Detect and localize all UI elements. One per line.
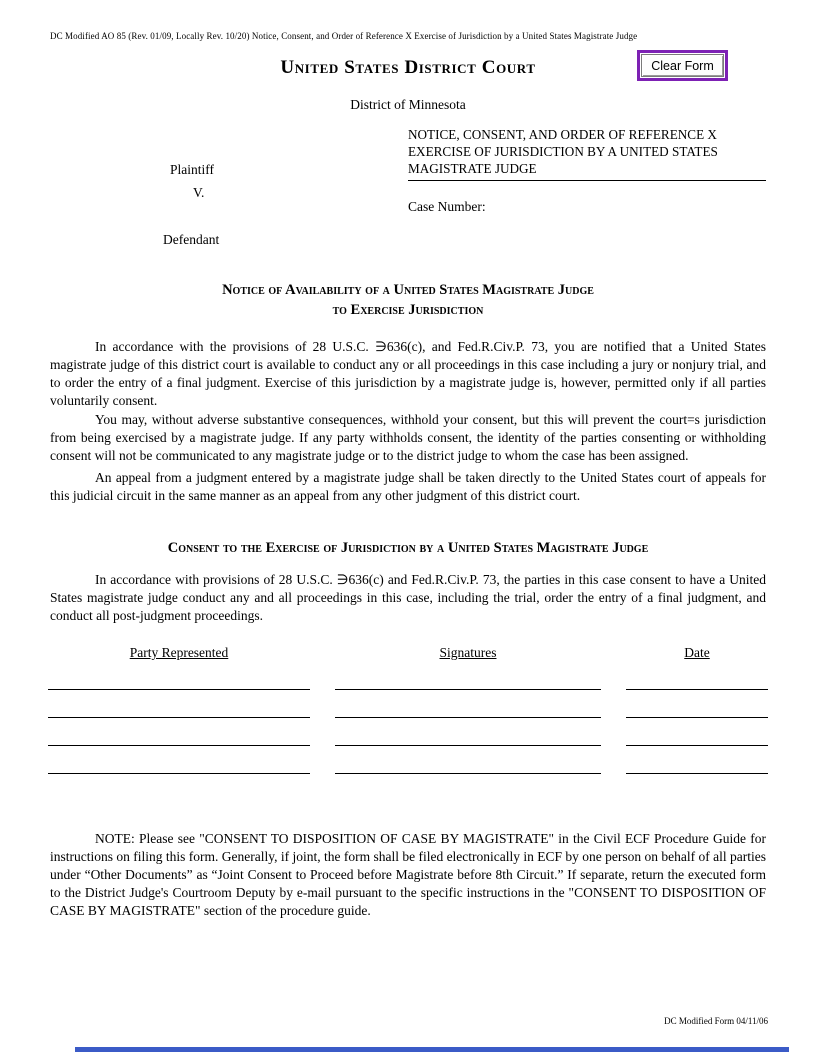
date-line (626, 746, 768, 774)
note-paragraph: NOTE: Please see "CONSENT TO DISPOSITION OF CASE BY MAGISTRATE" in the Civil ECF Procedure Guide for instructions on filing this form. Generally, if joint, the form shall be filed electronically in ECF by one person on behalf of all parties under “Other Documents” as “Joint Consent to Proceed before Magistrate before 8th Circuit.” If separate, return the executed form to the District Judge's Courtroom Deputy by e-mail pursuant to the specific instructions in the "CONSENT TO DISPOSITION OF CASE BY MAGISTRATE" section of the procedure guide. (50, 831, 766, 918)
party-line (48, 746, 310, 774)
signature-line (335, 746, 601, 774)
plaintiff-label: Plaintiff (170, 162, 215, 177)
party-line (48, 690, 310, 718)
party-line (48, 718, 310, 746)
district-line: District of Minnesota (350, 97, 466, 112)
date-line (626, 662, 768, 690)
date-line (626, 718, 768, 746)
defendant-label: Defendant (163, 232, 220, 247)
form-id-line: DC Modified AO 85 (Rev. 01/09, Locally Rev. 10/20) Notice, Consent, and Order of Reference X Exercise of Jurisdiction by a United States Magistrate Judge (50, 31, 638, 41)
notice-heading-line-2: to Exercise Jurisdiction (332, 302, 484, 318)
case-caption-title-block (408, 126, 766, 181)
notice-section-heading (50, 280, 766, 320)
notice-paragraph-1: In accordance with the provisions of 28 U.S.C. ∋636(c), and Fed.R.Civ.P. 73, you are notified that a United States magistrate judge of this district court is available to conduct any or all proceedings in this case including a jury or nonjury trial, and to order the entry of a final judgment. Exercise of this jurisdiction by a magistrate judge is, however, permitted only if all parties voluntarily consent. (50, 339, 766, 408)
party-line (48, 662, 310, 690)
clear-form-button[interactable]: Clear Form (641, 54, 724, 77)
case-number-label: Case Number: (408, 199, 486, 214)
court-title: United States District Court (280, 57, 536, 78)
form-title-line-2: EXERCISE OF JURISDICTION BY A UNITED STATES (408, 144, 718, 159)
signature-line (335, 662, 601, 690)
notice-paragraph-2: You may, without adverse substantive consequences, withhold your consent, but this will prevent the court=s jurisdiction from being exercised by a magistrate judge. If any party withholds consent, the identity of the parties consenting or withholding consent will not be communicated to any magistrate judge or to the district judge to whom the case has been assigned. (50, 412, 766, 463)
consent-paragraph: In accordance with provisions of 28 U.S.C. ∋636(c) and Fed.R.Civ.P. 73, the parties in this case consent to have a United States magistrate judge conduct any and all proceedings in this case, including the trial, order the entry of a final judgment, and conduct all post-judgment proceedings. (50, 572, 766, 623)
party-represented-header: Party Represented (129, 645, 229, 660)
consent-section-heading: Consent to the Exercise of Jurisdiction by a United States Magistrate Judge (167, 540, 649, 556)
signature-line (335, 690, 601, 718)
signature-table-header-row (48, 645, 768, 661)
signature-table-rows (48, 662, 768, 774)
date-line (626, 690, 768, 718)
date-header: Date (684, 645, 710, 660)
notice-heading-line-1: Notice of Availability of a United States Magistrate Judge (222, 282, 594, 298)
bottom-blue-bar (75, 1047, 789, 1052)
form-title (408, 126, 766, 181)
notice-paragraph-3: An appeal from a judgment entered by a magistrate judge shall be taken directly to the United States court of appeals for this judicial circuit in the same manner as an appeal from any other judgment of this district court. (50, 470, 766, 503)
versus-label: V. (193, 185, 205, 200)
signature-line (335, 718, 601, 746)
signatures-header: Signatures (439, 645, 497, 660)
footer-revision-line: DC Modified Form 04/11/06 (664, 1016, 768, 1026)
form-title-line-3: MAGISTRATE JUDGE (408, 161, 537, 176)
form-title-line-1: NOTICE, CONSENT, AND ORDER OF REFERENCE X (408, 127, 717, 142)
